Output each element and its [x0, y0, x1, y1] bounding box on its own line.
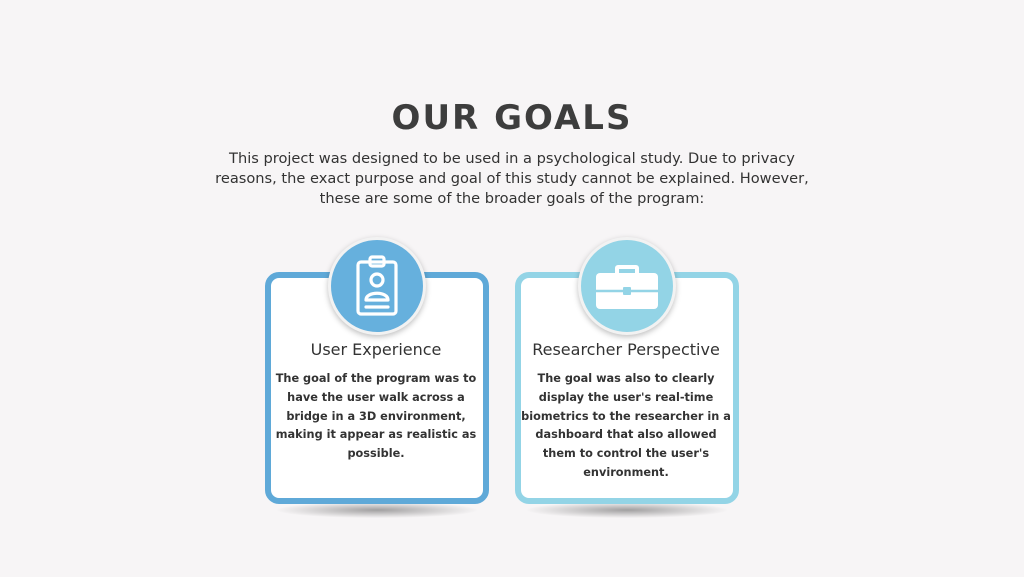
card-icon-circle: [328, 237, 426, 335]
card-title: User Experience: [310, 340, 442, 359]
card-title: Researcher Perspective: [532, 340, 720, 359]
card-shadow: [277, 502, 477, 518]
page-title: OUR GOALS: [391, 98, 633, 138]
card-shadow: [527, 502, 727, 518]
id-badge-icon: [354, 254, 400, 318]
card-description: The goal was also to clearly display the user's real-time biometrics to the researcher in a dashboard that also allowed them to control the user's environment.: [521, 372, 731, 479]
card-description: The goal of the program was to have the user walk across a bridge in a 3D environment, making it appear as realistic as possible.: [275, 372, 477, 461]
briefcase-icon: [594, 261, 660, 311]
intro-paragraph: This project was designed to be used in a psychological study. Due to privacy reasons, the exact purpose and goal of this study cannot be explained. However, these are some of the broader goals of the program:: [215, 150, 809, 207]
card-icon-circle: [578, 237, 676, 335]
